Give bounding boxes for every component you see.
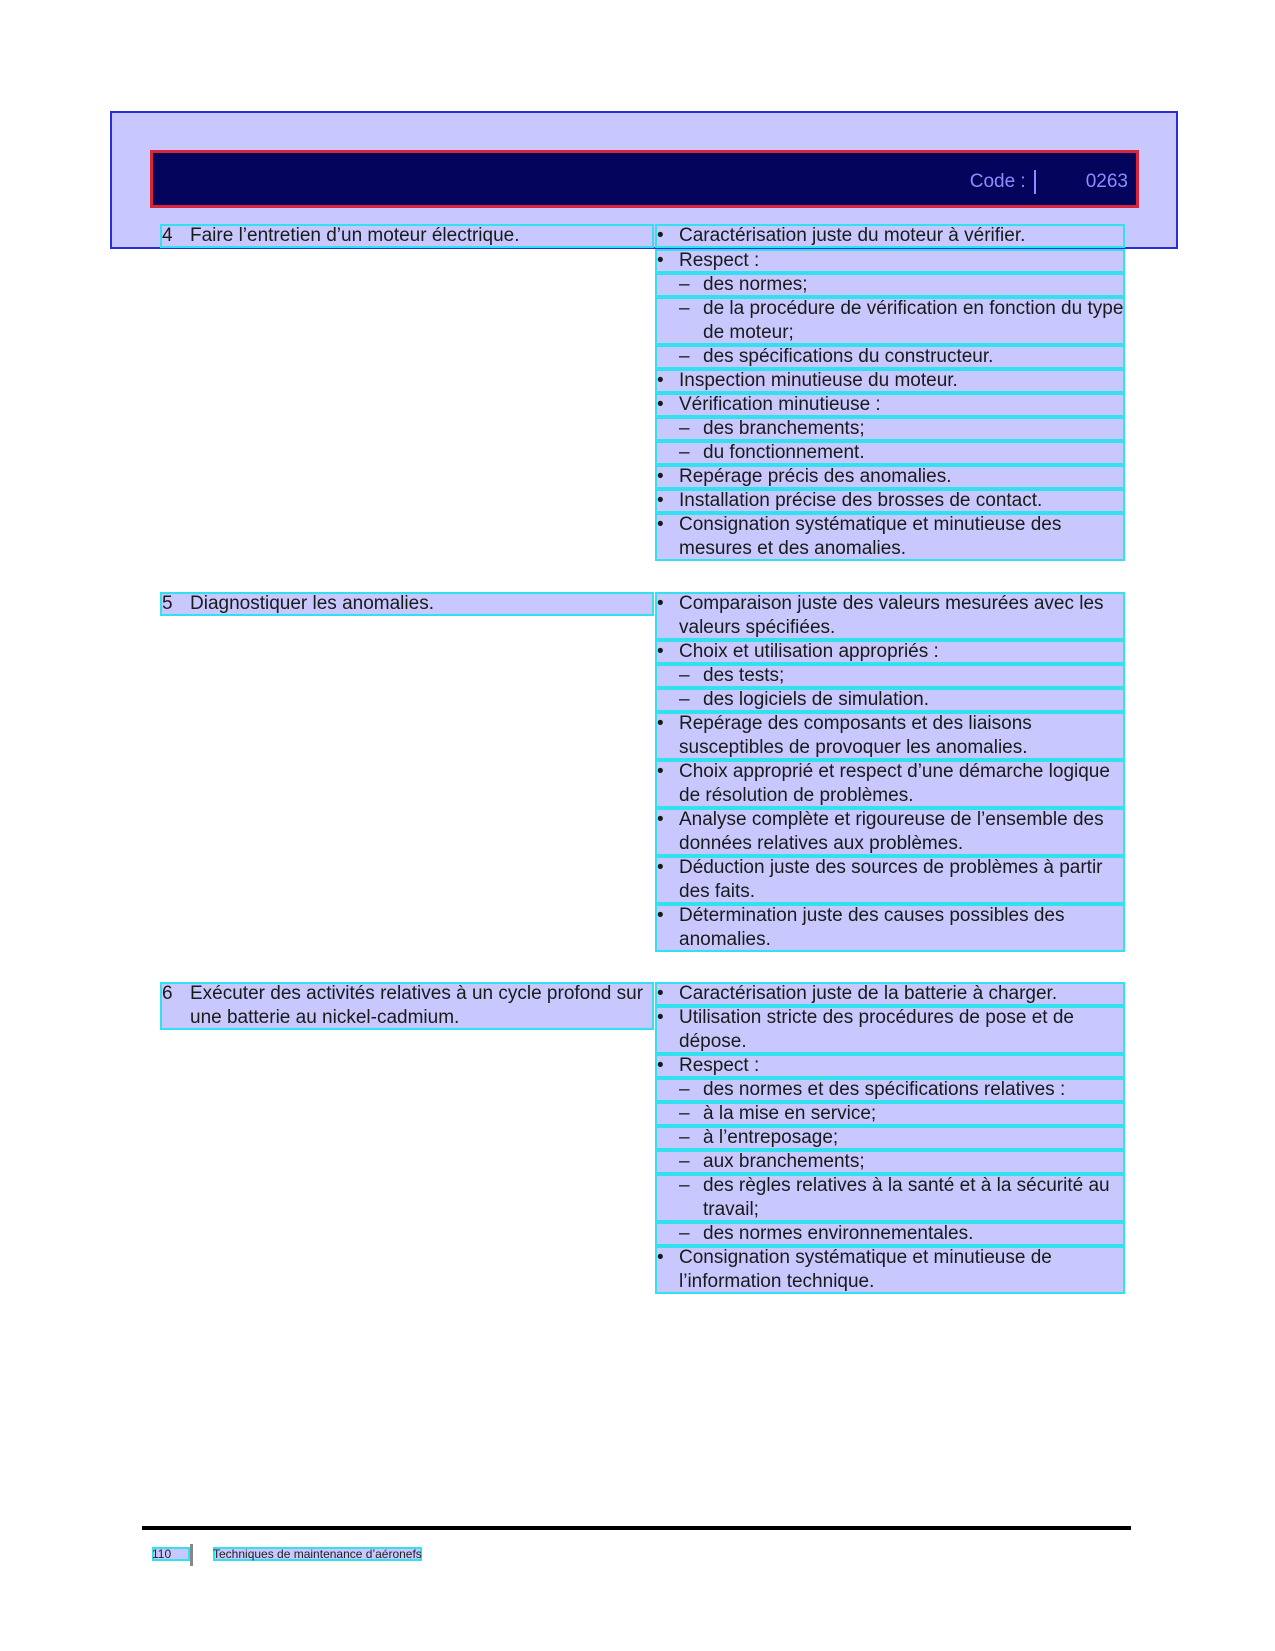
section-title-text: Exécuter des activités relatives à un cycle profond sur une batterie au nickel-cadmium.	[190, 983, 644, 1028]
criteria-list	[655, 224, 1125, 561]
section-title	[160, 224, 654, 248]
criterion: • Détermination juste des causes possibles des anomalies.	[655, 904, 1125, 952]
criterion: • Choix approprié et respect d’une démarche logique de résolution de problèmes.	[655, 760, 1125, 808]
sub-criterion: – des tests;	[655, 664, 1125, 688]
sub-criterion: – des spécifications du constructeur.	[655, 345, 1125, 369]
footer-separator	[190, 1544, 193, 1566]
footer	[152, 1544, 422, 1566]
criterion: • Caractérisation juste de la batterie à charger.	[655, 982, 1125, 1006]
header-bar	[150, 150, 1139, 208]
criteria-list	[655, 982, 1125, 1294]
criterion: • Consignation systématique et minutieuse de l’information technique.	[655, 1246, 1125, 1294]
sub-criterion: – des normes et des spécifications relatives :	[655, 1078, 1125, 1102]
section-number: 4	[162, 225, 173, 246]
footer-doc-title: Techniques de maintenance d’aéronefs	[213, 1547, 422, 1562]
section-title-text: Faire l’entretien d’un moteur électrique.	[190, 225, 520, 246]
section-title-text: Diagnostiquer les anomalies.	[190, 593, 434, 614]
sub-criterion: – des normes;	[655, 273, 1125, 297]
criterion: • Déduction juste des sources de problèmes à partir des faits.	[655, 856, 1125, 904]
sub-criterion: – aux branchements;	[655, 1150, 1125, 1174]
section-number: 5	[162, 593, 173, 614]
code-value: 0263	[1085, 171, 1128, 193]
sub-criterion: – du fonctionnement.	[655, 441, 1125, 465]
sub-criterion: – à l’entreposage;	[655, 1126, 1125, 1150]
criterion: • Utilisation stricte des procédures de pose et de dépose.	[655, 1006, 1125, 1054]
criterion: • Inspection minutieuse du moteur.	[655, 369, 1125, 393]
criterion: • Vérification minutieuse :	[655, 393, 1125, 417]
criterion: • Consignation systématique et minutieuse des mesures et des anomalies.	[655, 513, 1125, 561]
sub-criterion: – des branchements;	[655, 417, 1125, 441]
criterion: • Analyse complète et rigoureuse de l’ensemble des données relatives aux problèmes.	[655, 808, 1125, 856]
code-line	[970, 170, 1128, 194]
criteria-list	[655, 592, 1125, 952]
sub-criterion: – de la procédure de vérification en fonction du type de moteur;	[655, 297, 1125, 345]
sub-criterion: – des normes environnementales.	[655, 1222, 1125, 1246]
criterion: • Respect :	[655, 249, 1125, 273]
code-separator	[1034, 170, 1036, 194]
page-number: 110	[152, 1547, 190, 1561]
sub-criterion: – des logiciels de simulation.	[655, 688, 1125, 712]
criterion: • Respect :	[655, 1054, 1125, 1078]
criterion: • Repérage des composants et des liaisons susceptibles de provoquer les anomalies.	[655, 712, 1125, 760]
criterion: • Choix et utilisation appropriés :	[655, 640, 1125, 664]
sub-criterion: – à la mise en service;	[655, 1102, 1125, 1126]
code-label: Code :	[969, 171, 1026, 193]
criterion: • Installation précise des brosses de contact.	[655, 489, 1125, 513]
criterion: • Repérage précis des anomalies.	[655, 465, 1125, 489]
section-number: 6	[162, 983, 173, 1004]
criterion: • Comparaison juste des valeurs mesurées avec les valeurs spécifiées.	[655, 592, 1125, 640]
footer-rule	[142, 1526, 1131, 1530]
section-title	[160, 982, 654, 1030]
sub-criterion: – des règles relatives à la santé et à la sécurité au travail;	[655, 1174, 1125, 1222]
criterion: • Caractérisation juste du moteur à vérifier.	[655, 224, 1125, 248]
section-title	[160, 592, 654, 616]
